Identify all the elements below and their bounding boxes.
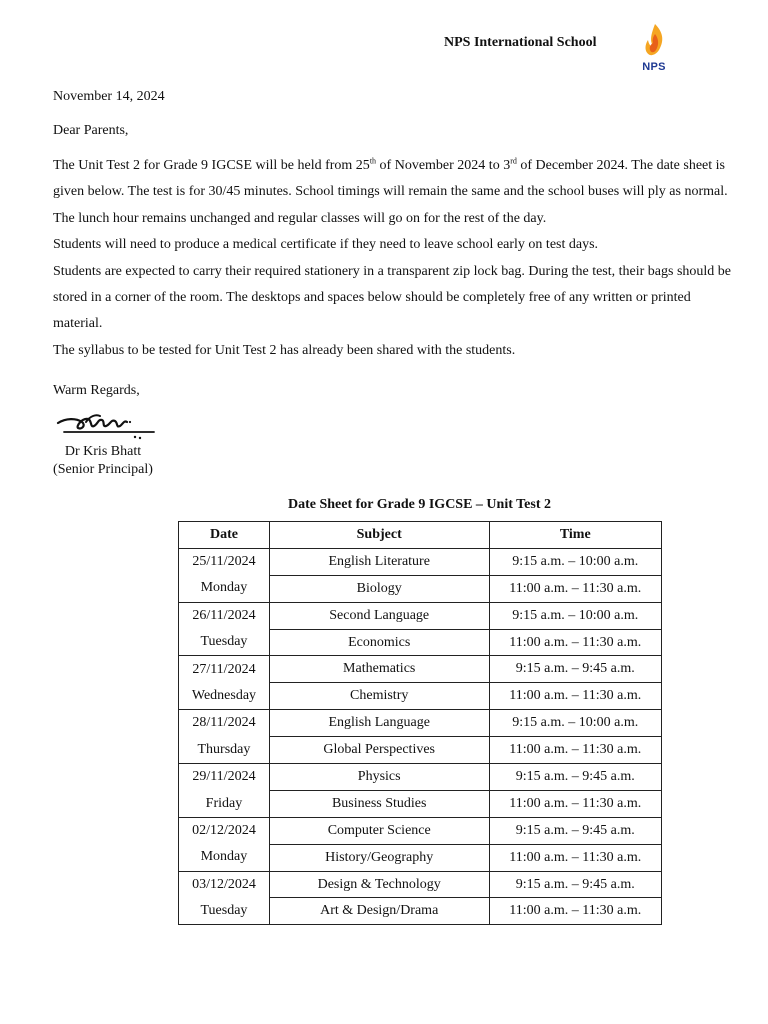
letter-body (53, 153, 743, 364)
weekday-cell: Tuesday (179, 629, 270, 656)
subject-cell: History/Geography (269, 844, 489, 871)
subject-cell: Art & Design/Drama (269, 898, 489, 925)
table-row (179, 844, 662, 871)
weekday-cell: Monday (179, 844, 270, 871)
letter-date: November 14, 2024 (53, 89, 165, 104)
time-cell: 11:00 a.m. – 11:30 a.m. (489, 898, 662, 925)
table-row (179, 898, 662, 925)
subject-cell: Physics (269, 764, 489, 791)
time-cell: 9:15 a.m. – 10:00 a.m. (489, 602, 662, 629)
time-cell: 11:00 a.m. – 11:30 a.m. (489, 629, 662, 656)
weekday-cell: Wednesday (179, 683, 270, 710)
paragraph-medical: Students will need to produce a medical certificate if they need to leave school early on test days. (53, 237, 599, 253)
paragraph-schedule (53, 153, 743, 232)
time-cell: 9:15 a.m. – 9:45 a.m. (489, 764, 662, 791)
header-time: Time (489, 522, 662, 549)
date-cell: 28/11/2024 (179, 710, 270, 737)
table-row (179, 548, 662, 575)
subject-cell: Computer Science (269, 817, 489, 844)
datesheet-body (179, 548, 662, 924)
time-cell: 11:00 a.m. – 11:30 a.m. (489, 790, 662, 817)
subject-cell: Design & Technology (269, 871, 489, 898)
time-cell: 11:00 a.m. – 11:30 a.m. (489, 683, 662, 710)
time-cell: 9:15 a.m. – 9:45 a.m. (489, 656, 662, 683)
time-cell: 11:00 a.m. – 11:30 a.m. (489, 844, 662, 871)
time-cell: 9:15 a.m. – 9:45 a.m. (489, 871, 662, 898)
closing: Warm Regards, (53, 383, 140, 398)
superscript: rd (510, 156, 517, 166)
weekday-cell: Thursday (179, 737, 270, 764)
datesheet-table (178, 521, 662, 925)
table-row (179, 602, 662, 629)
salutation: Dear Parents, (53, 123, 129, 138)
weekday-cell: Friday (179, 790, 270, 817)
paragraph-stationery: Students are expected to carry their required stationery in a transparent zip lock bag. During the test, their bags should be stored in a corner of the room. The desktops and spaces below should be completely free of any written or printed material. (53, 263, 732, 332)
date-cell: 25/11/2024 (179, 548, 270, 575)
time-cell: 11:00 a.m. – 11:30 a.m. (489, 737, 662, 764)
table-row (179, 683, 662, 710)
header-subject: Subject (269, 522, 489, 549)
date-cell: 29/11/2024 (179, 764, 270, 791)
datesheet-title: Date Sheet for Grade 9 IGCSE – Unit Test 2 (287, 497, 552, 512)
flame-icon (636, 22, 672, 62)
table-row (179, 575, 662, 602)
time-cell: 9:15 a.m. – 9:45 a.m. (489, 817, 662, 844)
paragraph-syllabus: The syllabus to be tested for Unit Test 2 has already been shared with the students. (53, 342, 516, 358)
date-cell: 03/12/2024 (179, 871, 270, 898)
text-run: of December 2024. The date sheet is given below. The test is for 30/45 minutes. School timings will remain the same and the school buses will ply as normal. The lunch hour remains unchanged and regular classes will go on for the rest of the day. (53, 158, 728, 226)
signature (56, 410, 158, 442)
signer-name: Dr Kris Bhatt (64, 444, 142, 459)
table-row (179, 764, 662, 791)
table-header-row (179, 522, 662, 549)
subject-cell: Biology (269, 575, 489, 602)
table-row (179, 710, 662, 737)
table-row (179, 817, 662, 844)
date-cell: 27/11/2024 (179, 656, 270, 683)
subject-cell: English Literature (269, 548, 489, 575)
subject-cell: English Language (269, 710, 489, 737)
superscript: th (369, 156, 377, 166)
weekday-cell: Monday (179, 575, 270, 602)
table-row (179, 656, 662, 683)
date-cell: 02/12/2024 (179, 817, 270, 844)
subject-cell: Chemistry (269, 683, 489, 710)
signer-block (52, 443, 154, 479)
logo-text: NPS (642, 61, 666, 73)
school-logo (636, 22, 672, 76)
time-cell: 9:15 a.m. – 10:00 a.m. (489, 548, 662, 575)
subject-cell: Business Studies (269, 790, 489, 817)
subject-cell: Mathematics (269, 656, 489, 683)
table-row (179, 871, 662, 898)
table-row (179, 737, 662, 764)
signer-title: (Senior Principal) (53, 462, 153, 477)
text-run: of November 2024 to 3 (376, 158, 511, 173)
table-row (179, 629, 662, 656)
time-cell: 11:00 a.m. – 11:30 a.m. (489, 575, 662, 602)
school-name: NPS International School (444, 35, 597, 50)
time-cell: 9:15 a.m. – 10:00 a.m. (489, 710, 662, 737)
subject-cell: Second Language (269, 602, 489, 629)
text-run: The Unit Test 2 for Grade 9 IGCSE will be held from 25 (53, 158, 370, 173)
header-date: Date (179, 522, 270, 549)
subject-cell: Global Perspectives (269, 737, 489, 764)
table-row (179, 790, 662, 817)
date-cell: 26/11/2024 (179, 602, 270, 629)
subject-cell: Economics (269, 629, 489, 656)
weekday-cell: Tuesday (179, 898, 270, 925)
